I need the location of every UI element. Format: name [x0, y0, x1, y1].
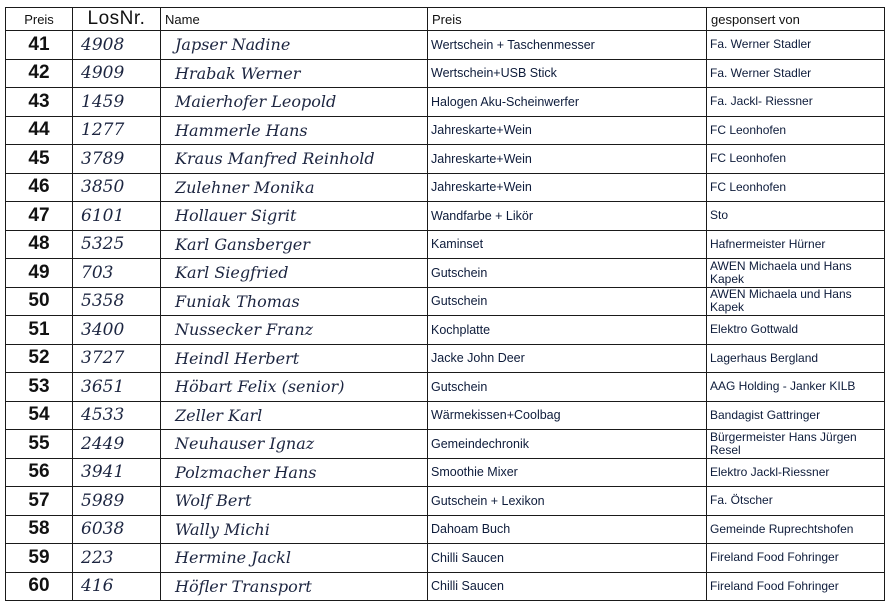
winner-name-cell: Funiak Thomas	[161, 287, 428, 316]
prize-cell: Wandfarbe + Likör	[428, 202, 707, 231]
winner-name-cell: Hermine Jackl	[161, 544, 428, 573]
table-row	[6, 458, 885, 487]
prize-cell: Wertschein+USB Stick	[428, 59, 707, 88]
sponsor-cell: Fireland Food Fohringer	[707, 572, 885, 601]
prize-number-cell: 43	[6, 88, 73, 117]
table-row	[6, 230, 885, 259]
sponsor-cell: Elektro Gottwald	[707, 316, 885, 345]
table-row	[6, 59, 885, 88]
header-sponsor: gesponsert von	[707, 8, 885, 31]
prize-cell: Jacke John Deer	[428, 344, 707, 373]
header-name: Name	[161, 8, 428, 31]
prize-number-cell: 60	[6, 572, 73, 601]
prize-cell: Gutschein + Lexikon	[428, 487, 707, 516]
prize-cell: Chilli Saucen	[428, 544, 707, 573]
prize-cell: Smoothie Mixer	[428, 458, 707, 487]
prize-cell: Kochplatte	[428, 316, 707, 345]
prize-number-cell: 54	[6, 401, 73, 430]
sponsor-cell: FC Leonhofen	[707, 116, 885, 145]
winner-name-cell: Zeller Karl	[161, 401, 428, 430]
ticket-number-cell: 223	[73, 544, 161, 573]
prize-cell: Jahreskarte+Wein	[428, 173, 707, 202]
table-row	[6, 316, 885, 345]
sponsor-cell: AAG Holding - Janker KILB	[707, 373, 885, 402]
sponsor-cell: Fireland Food Fohringer	[707, 544, 885, 573]
prize-number-cell: 52	[6, 344, 73, 373]
prize-cell: Wärmekissen+Coolbag	[428, 401, 707, 430]
prize-number-cell: 46	[6, 173, 73, 202]
prize-number-cell: 58	[6, 515, 73, 544]
sponsor-cell: Lagerhaus Bergland	[707, 344, 885, 373]
winner-name-cell: Wolf Bert	[161, 487, 428, 516]
table-row	[6, 344, 885, 373]
ticket-number-cell: 3941	[73, 458, 161, 487]
winner-name-cell: Karl Siegfried	[161, 259, 428, 288]
sponsor-cell: Fa. Werner Stadler	[707, 31, 885, 60]
ticket-number-cell: 4533	[73, 401, 161, 430]
winner-name-cell: Wally Michi	[161, 515, 428, 544]
ticket-number-cell: 5325	[73, 230, 161, 259]
ticket-number-cell: 4908	[73, 31, 161, 60]
prize-table	[5, 7, 885, 601]
prize-cell: Gemeindechronik	[428, 430, 707, 459]
ticket-number-cell: 6101	[73, 202, 161, 231]
table-row	[6, 173, 885, 202]
prize-number-cell: 49	[6, 259, 73, 288]
winner-name-cell: Japser Nadine	[161, 31, 428, 60]
ticket-number-cell: 1459	[73, 88, 161, 117]
sponsor-cell: Fa. Jackl- Riessner	[707, 88, 885, 117]
ticket-number-cell: 6038	[73, 515, 161, 544]
table-row	[6, 572, 885, 601]
prize-number-cell: 53	[6, 373, 73, 402]
prize-number-cell: 55	[6, 430, 73, 459]
table-row	[6, 88, 885, 117]
ticket-number-cell: 3727	[73, 344, 161, 373]
table-header-row	[6, 8, 885, 31]
winner-name-cell: Höbart Felix (senior)	[161, 373, 428, 402]
ticket-number-cell: 4909	[73, 59, 161, 88]
header-ticket-number: LosNr.	[73, 8, 161, 31]
prize-number-cell: 51	[6, 316, 73, 345]
prize-list-sheet	[5, 7, 884, 600]
sponsor-cell: Sto	[707, 202, 885, 231]
table-row	[6, 430, 885, 459]
prize-number-cell: 50	[6, 287, 73, 316]
prize-number-cell: 59	[6, 544, 73, 573]
sponsor-cell: FC Leonhofen	[707, 145, 885, 174]
sponsor-cell: AWEN Michaela und Hans Kapek	[707, 259, 885, 288]
winner-name-cell: Polzmacher Hans	[161, 458, 428, 487]
winner-name-cell: Hollauer Sigrit	[161, 202, 428, 231]
prize-number-cell: 42	[6, 59, 73, 88]
prize-number-cell: 47	[6, 202, 73, 231]
winner-name-cell: Maierhofer Leopold	[161, 88, 428, 117]
winner-name-cell: Kraus Manfred Reinhold	[161, 145, 428, 174]
table-row	[6, 202, 885, 231]
prize-cell: Wertschein + Taschenmesser	[428, 31, 707, 60]
prize-cell: Halogen Aku-Scheinwerfer	[428, 88, 707, 117]
sponsor-cell: FC Leonhofen	[707, 173, 885, 202]
table-row	[6, 544, 885, 573]
prize-cell: Gutschein	[428, 259, 707, 288]
ticket-number-cell: 1277	[73, 116, 161, 145]
ticket-number-cell: 3850	[73, 173, 161, 202]
sponsor-cell: Hafnermeister Hürner	[707, 230, 885, 259]
ticket-number-cell: 3789	[73, 145, 161, 174]
sponsor-cell: Gemeinde Ruprechtshofen	[707, 515, 885, 544]
prize-number-cell: 48	[6, 230, 73, 259]
winner-name-cell: Hrabak Werner	[161, 59, 428, 88]
ticket-number-cell: 5358	[73, 287, 161, 316]
table-row	[6, 116, 885, 145]
winner-name-cell: Karl Gansberger	[161, 230, 428, 259]
winner-name-cell: Höfler Transport	[161, 572, 428, 601]
winner-name-cell: Nussecker Franz	[161, 316, 428, 345]
table-row	[6, 31, 885, 60]
ticket-number-cell: 2449	[73, 430, 161, 459]
winner-name-cell: Heindl Herbert	[161, 344, 428, 373]
prize-cell: Gutschein	[428, 287, 707, 316]
header-prize: Preis	[428, 8, 707, 31]
ticket-number-cell: 703	[73, 259, 161, 288]
prize-cell: Chilli Saucen	[428, 572, 707, 601]
sponsor-cell: Bürgermeister Hans Jürgen Resel	[707, 430, 885, 459]
header-prize-number: Preis	[6, 8, 73, 31]
prize-number-cell: 56	[6, 458, 73, 487]
table-row	[6, 287, 885, 316]
table-row	[6, 145, 885, 174]
table-row	[6, 487, 885, 516]
winner-name-cell: Neuhauser Ignaz	[161, 430, 428, 459]
ticket-number-cell: 3651	[73, 373, 161, 402]
winner-name-cell: Hammerle Hans	[161, 116, 428, 145]
ticket-number-cell: 3400	[73, 316, 161, 345]
table-row	[6, 259, 885, 288]
sponsor-cell: Fa. Ötscher	[707, 487, 885, 516]
prize-cell: Gutschein	[428, 373, 707, 402]
prize-number-cell: 57	[6, 487, 73, 516]
prize-number-cell: 45	[6, 145, 73, 174]
table-row	[6, 373, 885, 402]
prize-cell: Dahoam Buch	[428, 515, 707, 544]
prize-cell: Kaminset	[428, 230, 707, 259]
prize-number-cell: 44	[6, 116, 73, 145]
prize-cell: Jahreskarte+Wein	[428, 145, 707, 174]
table-row	[6, 401, 885, 430]
sponsor-cell: Elektro Jackl-Riessner	[707, 458, 885, 487]
ticket-number-cell: 5989	[73, 487, 161, 516]
prize-number-cell: 41	[6, 31, 73, 60]
sponsor-cell: Fa. Werner Stadler	[707, 59, 885, 88]
table-row	[6, 515, 885, 544]
winner-name-cell: Zulehner Monika	[161, 173, 428, 202]
prize-cell: Jahreskarte+Wein	[428, 116, 707, 145]
sponsor-cell: Bandagist Gattringer	[707, 401, 885, 430]
ticket-number-cell: 416	[73, 572, 161, 601]
sponsor-cell: AWEN Michaela und Hans Kapek	[707, 287, 885, 316]
